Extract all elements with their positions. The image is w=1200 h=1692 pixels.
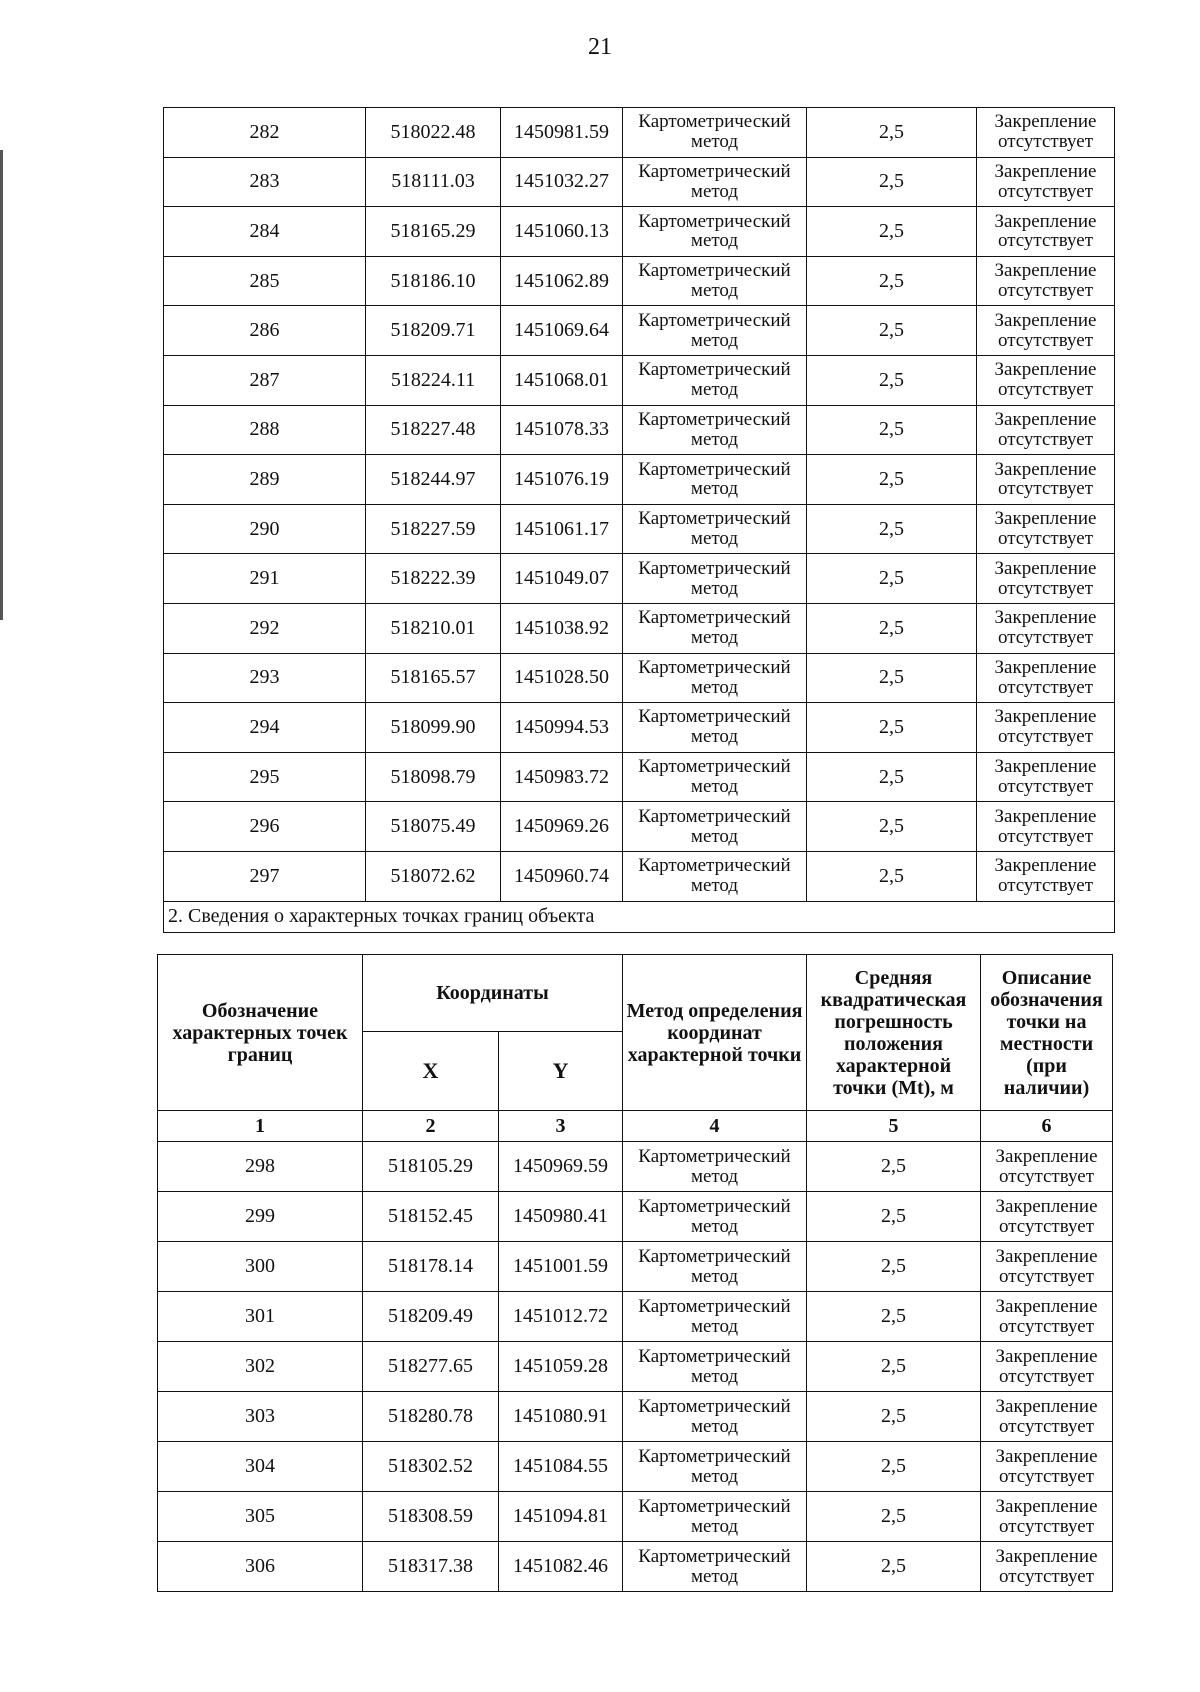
description-cell (981, 1192, 1113, 1242)
y-coordinate: 1451082.46 (499, 1542, 623, 1592)
y-coordinate: 1450983.72 (501, 752, 623, 802)
description-text: Закрепление (994, 756, 1097, 778)
method-text: Картометрический (638, 607, 791, 629)
table-row (158, 1142, 1113, 1192)
method-cell (623, 703, 807, 753)
method-text: Картометрический (638, 1145, 791, 1167)
method-cell (623, 1142, 807, 1192)
method-cell (623, 1292, 807, 1342)
point-number: 301 (158, 1292, 363, 1342)
error-value: 2,5 (807, 703, 977, 753)
method-text: метод (690, 627, 739, 649)
description-text: Закрепление (994, 359, 1097, 381)
method-text: метод (690, 825, 739, 847)
method-cell (623, 256, 807, 306)
method-text: Картометрический (638, 260, 791, 282)
description-text: отсутствует (997, 230, 1094, 252)
method-text: метод (690, 230, 739, 252)
description-text: Закрепление (995, 1395, 1098, 1417)
description-text: отсутствует (998, 1265, 1095, 1287)
column-number: 1 (158, 1111, 363, 1142)
method-cell (623, 157, 807, 207)
error-value: 2,5 (807, 603, 977, 653)
description-text: Закрепление (994, 557, 1097, 579)
y-coordinate: 1451084.55 (499, 1442, 623, 1492)
description-text: отсутствует (997, 627, 1094, 649)
column-number: 5 (807, 1111, 981, 1142)
description-text: Закрепление (994, 508, 1097, 530)
description-text: Закрепление (994, 160, 1097, 182)
y-coordinate: 1450969.59 (499, 1142, 623, 1192)
method-cell (623, 207, 807, 257)
description-cell (977, 455, 1115, 505)
method-text: метод (690, 726, 739, 748)
method-cell (623, 1442, 807, 1492)
column-number: 4 (623, 1111, 807, 1142)
error-value: 2,5 (807, 306, 977, 356)
table-row (164, 554, 1115, 604)
method-text: метод (690, 577, 739, 599)
description-text: отсутствует (997, 131, 1094, 153)
method-text: Картометрический (638, 1195, 791, 1217)
point-number: 306 (158, 1542, 363, 1592)
table-row (164, 355, 1115, 405)
description-text: Закрепление (995, 1545, 1098, 1567)
error-value: 2,5 (807, 108, 977, 158)
description-cell (981, 1542, 1113, 1592)
description-text: отсутствует (997, 776, 1094, 798)
point-number: 293 (164, 653, 366, 703)
header-error: Средняя квадратическая погрешность положения характерной точки (Mt), м (807, 955, 981, 1111)
description-text: отсутствует (998, 1365, 1095, 1387)
description-text: отсутствует (998, 1165, 1095, 1187)
y-coordinate: 1451012.72 (499, 1292, 623, 1342)
boundary-points-table-continued (163, 107, 1115, 933)
error-value: 2,5 (807, 157, 977, 207)
y-coordinate: 1451028.50 (501, 653, 623, 703)
error-value: 2,5 (807, 207, 977, 257)
point-number: 285 (164, 256, 366, 306)
error-value: 2,5 (807, 1392, 981, 1442)
description-cell (977, 802, 1115, 852)
point-number: 288 (164, 405, 366, 455)
table-row (158, 1192, 1113, 1242)
y-coordinate: 1451061.17 (501, 504, 623, 554)
header-description: Описание обозначения точки на местности (при наличии) (981, 955, 1113, 1111)
table-row (164, 108, 1115, 158)
description-cell (977, 504, 1115, 554)
method-text: Картометрический (638, 359, 791, 381)
table-row (164, 653, 1115, 703)
method-text: Картометрический (638, 1245, 791, 1267)
method-text: Картометрический (638, 557, 791, 579)
error-value: 2,5 (807, 1542, 981, 1592)
x-coordinate: 518186.10 (366, 256, 501, 306)
y-coordinate: 1451001.59 (499, 1242, 623, 1292)
x-coordinate: 518317.38 (363, 1542, 499, 1592)
y-coordinate: 1450994.53 (501, 703, 623, 753)
table-row (164, 256, 1115, 306)
y-coordinate: 1451076.19 (501, 455, 623, 505)
description-text: Закрепление (994, 706, 1097, 728)
x-coordinate: 518280.78 (363, 1392, 499, 1442)
method-cell (623, 1492, 807, 1542)
method-cell (623, 1192, 807, 1242)
point-number: 296 (164, 802, 366, 852)
description-text: Закрепление (995, 1445, 1098, 1467)
point-number: 300 (158, 1242, 363, 1292)
description-text: отсутствует (997, 428, 1094, 450)
description-text: отсутствует (997, 676, 1094, 698)
method-cell (623, 108, 807, 158)
column-number: 6 (981, 1111, 1113, 1142)
error-value: 2,5 (807, 256, 977, 306)
description-text: Закрепление (994, 210, 1097, 232)
y-coordinate: 1450981.59 (501, 108, 623, 158)
x-coordinate: 518308.59 (363, 1492, 499, 1542)
method-text: Картометрический (638, 1545, 791, 1567)
point-number: 295 (164, 752, 366, 802)
x-coordinate: 518165.57 (366, 653, 501, 703)
x-coordinate: 518099.90 (366, 703, 501, 753)
error-value: 2,5 (807, 405, 977, 455)
description-cell (977, 653, 1115, 703)
method-cell (623, 1392, 807, 1442)
method-text: метод (690, 379, 739, 401)
table-row (164, 504, 1115, 554)
point-number: 303 (158, 1392, 363, 1442)
description-text: Закрепление (995, 1245, 1098, 1267)
method-cell (623, 851, 807, 901)
error-value: 2,5 (807, 355, 977, 405)
error-value: 2,5 (807, 554, 977, 604)
method-text: метод (690, 1165, 739, 1187)
y-coordinate: 1451068.01 (501, 355, 623, 405)
y-coordinate: 1451032.27 (501, 157, 623, 207)
method-text: метод (690, 776, 739, 798)
method-text: Картометрический (638, 1295, 791, 1317)
method-text: метод (690, 1415, 739, 1437)
description-cell (977, 851, 1115, 901)
method-text: Картометрический (638, 855, 791, 877)
header-point-designation: Обозначение характерных точек границ (158, 955, 363, 1111)
description-cell (981, 1392, 1113, 1442)
method-cell (623, 1542, 807, 1592)
description-text: Закрепление (995, 1195, 1098, 1217)
error-value: 2,5 (807, 1142, 981, 1192)
table-row (164, 603, 1115, 653)
description-text: Закрепление (994, 408, 1097, 430)
description-text: отсутствует (998, 1465, 1095, 1487)
method-text: метод (690, 1565, 739, 1587)
description-text: отсутствует (997, 379, 1094, 401)
description-text: отсутствует (997, 329, 1094, 351)
description-text: отсутствует (998, 1565, 1095, 1587)
column-number: 3 (499, 1111, 623, 1142)
point-number: 282 (164, 108, 366, 158)
description-cell (981, 1292, 1113, 1342)
table-row (158, 1392, 1113, 1442)
description-text: отсутствует (997, 825, 1094, 847)
x-coordinate: 518022.48 (366, 108, 501, 158)
description-text: Закрепление (994, 458, 1097, 480)
error-value: 2,5 (807, 1242, 981, 1292)
method-text: метод (690, 180, 739, 202)
description-text: отсутствует (997, 528, 1094, 550)
table-row (158, 1442, 1113, 1492)
description-cell (977, 157, 1115, 207)
method-cell (623, 355, 807, 405)
description-text: Закрепление (994, 805, 1097, 827)
header-method: Метод определения координат характерной точки (623, 955, 807, 1111)
table-row (158, 1342, 1113, 1392)
method-text: Картометрический (638, 756, 791, 778)
method-cell (623, 306, 807, 356)
x-coordinate: 518178.14 (363, 1242, 499, 1292)
method-text: метод (690, 1315, 739, 1337)
description-text: отсутствует (997, 577, 1094, 599)
method-text: Картометрический (638, 458, 791, 480)
method-text: Картометрический (638, 309, 791, 331)
point-number: 302 (158, 1342, 363, 1392)
table-row (158, 1492, 1113, 1542)
method-text: метод (690, 1465, 739, 1487)
y-coordinate: 1451080.91 (499, 1392, 623, 1442)
description-text: отсутствует (998, 1515, 1095, 1537)
method-text: метод (690, 131, 739, 153)
description-text: отсутствует (997, 478, 1094, 500)
x-coordinate: 518072.62 (366, 851, 501, 901)
method-cell (623, 1342, 807, 1392)
table-row (164, 405, 1115, 455)
description-cell (977, 405, 1115, 455)
scan-margin-mark (0, 150, 3, 620)
error-value: 2,5 (807, 653, 977, 703)
description-text: Закрепление (995, 1345, 1098, 1367)
method-cell (623, 1242, 807, 1292)
description-text: отсутствует (998, 1315, 1095, 1337)
description-text: Закрепление (994, 260, 1097, 282)
y-coordinate: 1451062.89 (501, 256, 623, 306)
description-text: Закрепление (994, 309, 1097, 331)
section-title: 2. Сведения о характерных точках границ объекта (164, 901, 1115, 932)
point-number: 297 (164, 851, 366, 901)
error-value: 2,5 (807, 851, 977, 901)
description-text: Закрепление (995, 1495, 1098, 1517)
description-text: Закрепление (994, 607, 1097, 629)
method-cell (623, 504, 807, 554)
table-row (158, 1292, 1113, 1342)
x-coordinate: 518277.65 (363, 1342, 499, 1392)
error-value: 2,5 (807, 1442, 981, 1492)
method-text: Картометрический (638, 160, 791, 182)
method-text: метод (690, 1265, 739, 1287)
header-y: Y (499, 1032, 623, 1111)
method-text: метод (690, 280, 739, 302)
description-cell (981, 1242, 1113, 1292)
header-x: X (363, 1032, 499, 1111)
point-number: 291 (164, 554, 366, 604)
description-text: отсутствует (997, 280, 1094, 302)
description-cell (981, 1342, 1113, 1392)
x-coordinate: 518075.49 (366, 802, 501, 852)
error-value: 2,5 (807, 504, 977, 554)
x-coordinate: 518210.01 (366, 603, 501, 653)
point-number: 305 (158, 1492, 363, 1542)
x-coordinate: 518098.79 (366, 752, 501, 802)
x-coordinate: 518165.29 (366, 207, 501, 257)
y-coordinate: 1451059.28 (499, 1342, 623, 1392)
method-cell (623, 455, 807, 505)
method-text: Картометрический (638, 706, 791, 728)
table-row (158, 1542, 1113, 1592)
method-text: Картометрический (638, 1495, 791, 1517)
x-coordinate: 518152.45 (363, 1192, 499, 1242)
description-text: Закрепление (994, 111, 1097, 133)
description-cell (977, 108, 1115, 158)
method-cell (623, 653, 807, 703)
point-number: 298 (158, 1142, 363, 1192)
table-row (158, 1242, 1113, 1292)
description-cell (977, 306, 1115, 356)
x-coordinate: 518111.03 (366, 157, 501, 207)
y-coordinate: 1451078.33 (501, 405, 623, 455)
y-coordinate: 1450980.41 (499, 1192, 623, 1242)
method-cell (623, 554, 807, 604)
description-text: отсутствует (997, 875, 1094, 897)
method-text: Картометрический (638, 508, 791, 530)
boundary-points-table (157, 954, 1113, 1592)
method-text: Картометрический (638, 1445, 791, 1467)
method-cell (623, 405, 807, 455)
column-number: 2 (363, 1111, 499, 1142)
description-cell (977, 256, 1115, 306)
method-text: Картометрический (638, 111, 791, 133)
method-text: метод (690, 875, 739, 897)
point-number: 294 (164, 703, 366, 753)
y-coordinate: 1450969.26 (501, 802, 623, 852)
description-text: отсутствует (997, 180, 1094, 202)
method-text: Картометрический (638, 805, 791, 827)
method-text: метод (690, 1215, 739, 1237)
error-value: 2,5 (807, 1292, 981, 1342)
method-cell (623, 802, 807, 852)
error-value: 2,5 (807, 1192, 981, 1242)
y-coordinate: 1451060.13 (501, 207, 623, 257)
point-number: 304 (158, 1442, 363, 1492)
error-value: 2,5 (807, 1342, 981, 1392)
method-text: Картометрический (638, 210, 791, 232)
description-text: Закрепление (995, 1145, 1098, 1167)
method-text: метод (690, 478, 739, 500)
x-coordinate: 518244.97 (366, 455, 501, 505)
description-text: Закрепление (995, 1295, 1098, 1317)
table-row (164, 752, 1115, 802)
error-value: 2,5 (807, 455, 977, 505)
table-row (164, 851, 1115, 901)
description-text: Закрепление (994, 656, 1097, 678)
method-text: Картометрический (638, 656, 791, 678)
method-text: метод (690, 1365, 739, 1387)
method-text: метод (690, 676, 739, 698)
method-text: Картометрический (638, 1345, 791, 1367)
method-text: метод (690, 528, 739, 550)
point-number: 289 (164, 455, 366, 505)
method-text: Картометрический (638, 408, 791, 430)
x-coordinate: 518105.29 (363, 1142, 499, 1192)
method-text: Картометрический (638, 1395, 791, 1417)
method-text: метод (690, 329, 739, 351)
method-text: метод (690, 1515, 739, 1537)
x-coordinate: 518227.48 (366, 405, 501, 455)
x-coordinate: 518227.59 (366, 504, 501, 554)
table-row (164, 455, 1115, 505)
point-number: 283 (164, 157, 366, 207)
description-cell (981, 1442, 1113, 1492)
method-cell (623, 603, 807, 653)
description-cell (977, 752, 1115, 802)
table-row (164, 802, 1115, 852)
point-number: 299 (158, 1192, 363, 1242)
point-number: 284 (164, 207, 366, 257)
error-value: 2,5 (807, 1492, 981, 1542)
description-cell (977, 554, 1115, 604)
y-coordinate: 1451049.07 (501, 554, 623, 604)
table-row (164, 703, 1115, 753)
method-cell (623, 752, 807, 802)
y-coordinate: 1451038.92 (501, 603, 623, 653)
point-number: 287 (164, 355, 366, 405)
description-cell (977, 703, 1115, 753)
page-number: 21 (588, 34, 612, 60)
description-cell (977, 207, 1115, 257)
table-row (164, 157, 1115, 207)
method-text: метод (690, 428, 739, 450)
description-cell (981, 1492, 1113, 1542)
description-cell (977, 603, 1115, 653)
x-coordinate: 518209.49 (363, 1292, 499, 1342)
description-text: отсутствует (998, 1215, 1095, 1237)
header-coordinates: Координаты (363, 955, 623, 1032)
x-coordinate: 518302.52 (363, 1442, 499, 1492)
description-cell (977, 355, 1115, 405)
x-coordinate: 518209.71 (366, 306, 501, 356)
description-text: отсутствует (998, 1415, 1095, 1437)
point-number: 286 (164, 306, 366, 356)
y-coordinate: 1451069.64 (501, 306, 623, 356)
table-row (164, 207, 1115, 257)
description-text: Закрепление (994, 855, 1097, 877)
error-value: 2,5 (807, 752, 977, 802)
description-cell (981, 1142, 1113, 1192)
description-text: отсутствует (997, 726, 1094, 748)
y-coordinate: 1450960.74 (501, 851, 623, 901)
error-value: 2,5 (807, 802, 977, 852)
point-number: 292 (164, 603, 366, 653)
y-coordinate: 1451094.81 (499, 1492, 623, 1542)
x-coordinate: 518222.39 (366, 554, 501, 604)
point-number: 290 (164, 504, 366, 554)
table-row (164, 306, 1115, 356)
x-coordinate: 518224.11 (366, 355, 501, 405)
